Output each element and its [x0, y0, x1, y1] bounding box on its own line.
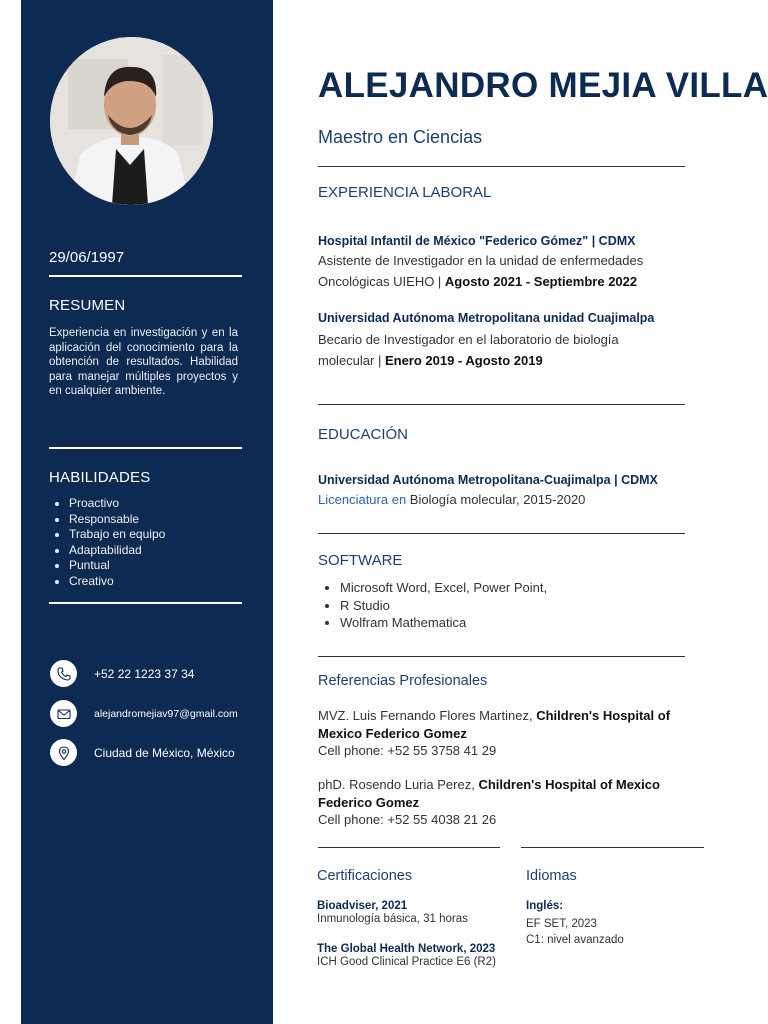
- sidebar-divider: [49, 275, 242, 277]
- experience-1-dates: Agosto 2021 - Septiembre 2022: [444, 274, 638, 289]
- education-degree-line: [318, 489, 678, 510]
- sidebar-divider: [49, 602, 242, 604]
- certification-1-desc: Inmunología básica, 31 horas: [317, 913, 468, 925]
- skill-item: • Adaptabilidad: [69, 543, 165, 559]
- reference-2-person: phD. Rosendo Luria Perez,: [318, 777, 479, 792]
- candidate-title: Maestro en Ciencias: [318, 127, 483, 147]
- reference-2-phone: Cell phone: +52 55 4038 21 26: [318, 812, 497, 827]
- contact-phone: [50, 660, 194, 687]
- certification-2-desc: ICH Good Clinical Practice E6 (R2): [317, 956, 496, 968]
- contact-email: [50, 700, 238, 727]
- software-item: • Wolfram Mathematica: [340, 614, 547, 632]
- summary-text: Experiencia en investigación y en la aplicación del conocimiento para la obtención de resultados. Habilidad para manejar múltiples proyectos y en cualquier ambiente.: [49, 327, 238, 398]
- skill-item: • Creativo: [69, 574, 165, 590]
- reference-2: [318, 776, 678, 829]
- software-list: [322, 579, 547, 632]
- email-address[interactable]: alejandromejiav97@gmail.com: [94, 707, 238, 720]
- reference-1-org: Children's Hospital of Mexico Federico Gomez: [318, 708, 671, 741]
- software-heading: SOFTWARE: [318, 552, 403, 569]
- skill-item: • Trabajo en equipo: [69, 527, 165, 543]
- section-divider: [318, 847, 500, 848]
- location-text: Ciudad de México, México: [94, 745, 235, 760]
- certification-2-title: The Global Health Network, 2023: [317, 943, 496, 955]
- education-degree-prefix: Licenciatura en: [318, 492, 407, 507]
- reference-1: [318, 707, 698, 760]
- phone-number[interactable]: +52 22 1223 37 34: [94, 666, 195, 681]
- section-divider: [318, 656, 685, 657]
- languages-heading: Idiomas: [526, 868, 577, 884]
- skill-item: • Proactivo: [69, 496, 165, 512]
- experience-2-title: Universidad Autónoma Metropolitana unidad Cuajimalpa: [318, 311, 655, 325]
- section-divider: [318, 533, 685, 534]
- software-item: • R Studio: [340, 597, 547, 615]
- experience-2-description: [318, 329, 658, 371]
- profile-photo-illustration: [50, 37, 213, 205]
- language-name: Inglés:: [526, 900, 564, 912]
- profile-photo: [50, 37, 213, 205]
- section-divider: [521, 847, 704, 848]
- reference-1-person: MVZ. Luis Fernando Flores Martinez,: [318, 708, 537, 723]
- skill-item: • Puntual: [69, 558, 165, 574]
- skill-item: • Responsable: [69, 512, 165, 528]
- contact-location: [50, 739, 235, 766]
- summary-heading: RESUMEN: [49, 297, 126, 314]
- experience-heading: EXPERIENCIA LABORAL: [318, 184, 492, 201]
- experience-1-role: Asistente de Investigador en la unidad de enfermedades Oncológicas UIEHO |: [318, 253, 644, 289]
- experience-2-dates: Enero 2019 - Agosto 2019: [384, 353, 543, 368]
- software-item: • Microsoft Word, Excel, Power Point,: [340, 579, 547, 597]
- education-school: Universidad Autónoma Metropolitana-Cuajimalpa | CDMX: [318, 473, 658, 487]
- location-pin-icon: [50, 739, 77, 766]
- date-of-birth: 29/06/1997: [49, 249, 125, 266]
- education-heading: EDUCACIÓN: [318, 426, 409, 443]
- language-line: C1: nivel avanzado: [526, 934, 624, 946]
- section-divider: [318, 166, 685, 167]
- experience-1-title: Hospital Infantil de México "Federico Gómez" | CDMX: [318, 234, 636, 248]
- reference-1-phone: Cell phone: +52 55 3758 41 29: [318, 743, 497, 758]
- skills-heading: HABILIDADES: [49, 469, 151, 486]
- education-degree: Biología molecular, 2015-2020: [406, 492, 586, 507]
- experience-2-role: Becario de Investigador en el laboratorio de biología molecular |: [318, 332, 619, 368]
- certification-1-title: Bioadviser, 2021: [317, 900, 408, 912]
- phone-icon: [50, 660, 77, 687]
- certifications-heading: Certificaciones: [317, 868, 413, 884]
- sidebar: [21, 0, 273, 1024]
- email-icon: [50, 700, 77, 727]
- reference-2-org: Children's Hospital of Mexico Federico Gomez: [318, 777, 660, 810]
- skills-list: [49, 496, 165, 590]
- section-divider: [318, 404, 685, 405]
- references-heading: Referencias Profesionales: [318, 673, 488, 689]
- language-line: EF SET, 2023: [526, 918, 597, 930]
- experience-1-description: [318, 250, 678, 292]
- sidebar-divider: [49, 447, 242, 449]
- candidate-name: ALEJANDRO MEJIA VILLA: [318, 66, 768, 105]
